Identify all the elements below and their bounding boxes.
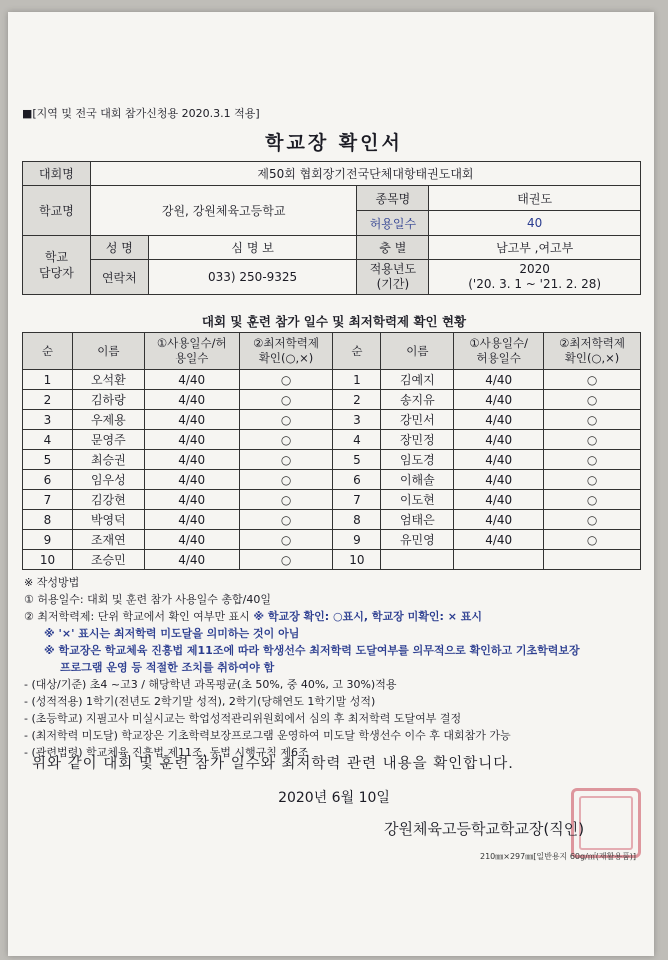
note-elementary: - (초등학교) 지필고사 미실시교는 학업성적관리위원회에서 심의 후 최저학력 도달여부 결정: [24, 712, 462, 725]
athlete-name: 김예지: [381, 370, 454, 390]
col-name-left: 이름: [72, 333, 144, 370]
contact-label: 연락처: [90, 260, 148, 295]
note-target: - (대상/기준) 초4 ~고3 / 해당학년 과목평균(초 50%, 중 40%, 고 30%)적용: [24, 678, 397, 691]
min-grade-check: [544, 550, 641, 570]
min-grade-check: ○: [239, 430, 333, 450]
school-name: 강원, 강원체육고등학교: [90, 186, 357, 236]
row-no: 7: [23, 490, 73, 510]
row-no: 3: [333, 410, 381, 430]
event-label: 대회명: [23, 162, 91, 186]
signer-name: 강원체육고등학교학교장(직인): [384, 820, 585, 838]
table-row: [23, 410, 641, 430]
note-allowed-days: ① 허용일수: 대회 및 훈련 참가 사용일수 총합/40일: [24, 593, 272, 606]
athlete-name: 이도현: [381, 490, 454, 510]
table-row: [23, 430, 641, 450]
sport-label: 종목명: [357, 186, 429, 211]
used-days: 4/40: [144, 470, 239, 490]
min-grade-check: ○: [544, 510, 641, 530]
instructions: [24, 574, 654, 761]
min-grade-check: ○: [544, 390, 641, 410]
row-no: 9: [23, 530, 73, 550]
min-grade-check: ○: [239, 550, 333, 570]
min-grade-check: ○: [239, 390, 333, 410]
athlete-name: 송지유: [381, 390, 454, 410]
issue-date: 2020년 6월 10일: [278, 790, 390, 806]
col-check-right: ②최저학력제 확인(○,×): [544, 333, 641, 370]
used-days: 4/40: [144, 530, 239, 550]
form-identifier: ■[지역 및 전국 대회 참가신청용 2020.3.1 적용]: [22, 107, 260, 120]
used-days: 4/40: [144, 410, 239, 430]
year-label: 적용년도 (기간): [357, 260, 429, 295]
table-row: [23, 510, 641, 530]
min-grade-check: ○: [544, 430, 641, 450]
used-days: 4/40: [144, 490, 239, 510]
athlete-name: 엄태은: [381, 510, 454, 530]
paper-spec: 210㎜×297㎜[일반용지 60g/㎡(재활용품)]: [480, 852, 637, 861]
table-row: [23, 490, 641, 510]
min-grade-check: ○: [544, 470, 641, 490]
note-principal-duty: ※ 학교장은 학교체육 진흥법 제11조에 따라 학생선수 최저학력 도달여부를 의무적으로 확인하고 기초학력보장: [44, 644, 580, 657]
min-grade-check: ○: [239, 450, 333, 470]
year-value: 2020: [519, 262, 550, 276]
min-grade-check: ○: [239, 530, 333, 550]
used-days: 4/40: [454, 430, 544, 450]
col-days-left: ①사용일수/허 용일수: [144, 333, 239, 370]
year-cell: [429, 260, 641, 295]
min-grade-check: ○: [544, 490, 641, 510]
used-days: 4/40: [454, 410, 544, 430]
note-x-mark: ※ '×' 표시는 최저학력 미도달을 의미하는 것이 아님: [44, 627, 300, 640]
table-row: [23, 390, 641, 410]
document-title: 학교장 확인서: [265, 132, 403, 154]
sport-value: 태권도: [429, 186, 641, 211]
col-days-right: ①사용일수/ 허용일수: [454, 333, 544, 370]
table-row: [23, 530, 641, 550]
row-no: 4: [23, 430, 73, 450]
min-grade-check: ○: [544, 410, 641, 430]
athlete-name: 강민서: [381, 410, 454, 430]
athlete-name: 문영주: [72, 430, 144, 450]
athlete-name: 오석환: [72, 370, 144, 390]
col-name-right: 이름: [381, 333, 454, 370]
col-check-left: ②최저학력제 확인(○,×): [239, 333, 333, 370]
row-no: 2: [333, 390, 381, 410]
table-row: [23, 550, 641, 570]
note-not-reached: - (최저학력 미도달) 학교장은 기초학력보장프로그램 운영하여 미도달 학생선수 이수 후 대회참가 가능: [24, 729, 511, 742]
row-no: 3: [23, 410, 73, 430]
row-no: 4: [333, 430, 381, 450]
name-label: 성 명: [90, 236, 148, 260]
row-no: 5: [333, 450, 381, 470]
table-row: [23, 450, 641, 470]
contact-value: 033) 250-9325: [148, 260, 357, 295]
athlete-name: 김강현: [72, 490, 144, 510]
row-no: 9: [333, 530, 381, 550]
min-grade-check: ○: [544, 370, 641, 390]
table-row: [23, 370, 641, 390]
school-label: 학교명: [23, 186, 91, 236]
min-grade-check: ○: [239, 490, 333, 510]
min-grade-check: ○: [239, 470, 333, 490]
athlete-name: 장민정: [381, 430, 454, 450]
header-table: [22, 161, 641, 295]
athlete-name: 박영덕: [72, 510, 144, 530]
note-min-grade-text: ② 최저학력제: 단위 학교에서 확인 여부만 표시: [24, 610, 254, 623]
row-no: 8: [333, 510, 381, 530]
note-min-grade: [24, 608, 654, 625]
athlete-name: 최승권: [72, 450, 144, 470]
athlete-name: 유민영: [381, 530, 454, 550]
section-title: 대회 및 훈련 참가 일수 및 최저학력제 확인 현황: [201, 314, 467, 329]
athlete-name: [381, 550, 454, 570]
used-days: 4/40: [144, 510, 239, 530]
allowed-days-value: 40: [429, 211, 641, 236]
min-grade-check: ○: [544, 450, 641, 470]
used-days: 4/40: [454, 470, 544, 490]
row-no: 6: [23, 470, 73, 490]
participation-table: [22, 332, 641, 570]
period-value: ('20. 3. 1 ~ '21. 2. 28): [468, 277, 602, 291]
used-days: 4/40: [144, 450, 239, 470]
division-label: 충 별: [357, 236, 429, 260]
col-no-right: 순: [333, 333, 381, 370]
athlete-name: 임우성: [72, 470, 144, 490]
row-no: 6: [333, 470, 381, 490]
row-no: 10: [23, 550, 73, 570]
row-no: 5: [23, 450, 73, 470]
used-days: 4/40: [144, 550, 239, 570]
athlete-name: 조승민: [72, 550, 144, 570]
min-grade-check: ○: [239, 370, 333, 390]
row-no: 1: [23, 370, 73, 390]
used-days: 4/40: [454, 370, 544, 390]
confirmation-statement: 위와 같이 대회 및 훈련 참가 일수와 최저학력 관련 내용을 확인합니다.: [32, 756, 514, 772]
table-row: [23, 470, 641, 490]
staff-label: 학교 담당자: [23, 236, 91, 295]
used-days: 4/40: [454, 450, 544, 470]
min-grade-check: ○: [239, 510, 333, 530]
min-grade-check: ○: [544, 530, 641, 550]
used-days: 4/40: [454, 510, 544, 530]
row-no: 1: [333, 370, 381, 390]
row-no: 7: [333, 490, 381, 510]
athlete-name: 임도경: [381, 450, 454, 470]
athlete-name: 조재연: [72, 530, 144, 550]
row-no: 8: [23, 510, 73, 530]
used-days: 4/40: [454, 530, 544, 550]
allowed-days-label: 허용일수: [357, 211, 429, 236]
note-grade-apply: - (성적적용) 1학기(전년도 2학기말 성적), 2학기(당해연도 1학기말 성적): [24, 695, 376, 708]
col-no-left: 순: [23, 333, 73, 370]
used-days: 4/40: [144, 390, 239, 410]
athlete-name: 김하랑: [72, 390, 144, 410]
used-days: [454, 550, 544, 570]
notes-heading: ※ 작성방법: [24, 576, 80, 589]
note-related-law: - (관련법령) 학교체육 진흥법 제11조, 동법 시행규칙 제6조: [24, 746, 309, 759]
staff-name: 심 명 보: [148, 236, 357, 260]
athlete-name: 이해솔: [381, 470, 454, 490]
used-days: 4/40: [454, 490, 544, 510]
athlete-name: 우제용: [72, 410, 144, 430]
used-days: 4/40: [144, 370, 239, 390]
row-no: 2: [23, 390, 73, 410]
division-value: 남고부 ,여고부: [429, 236, 641, 260]
used-days: 4/40: [144, 430, 239, 450]
min-grade-check: ○: [239, 410, 333, 430]
event-name: 제50회 협회장기전국단체대항태권도대회: [90, 162, 640, 186]
note-min-grade-mark: ※ 학교장 확인: ○표시, 학교장 미확인: × 표시: [253, 610, 482, 623]
note-principal-duty-cont: 프로그램 운영 등 적절한 조치를 취하여야 함: [60, 661, 275, 674]
row-no: 10: [333, 550, 381, 570]
used-days: 4/40: [454, 390, 544, 410]
